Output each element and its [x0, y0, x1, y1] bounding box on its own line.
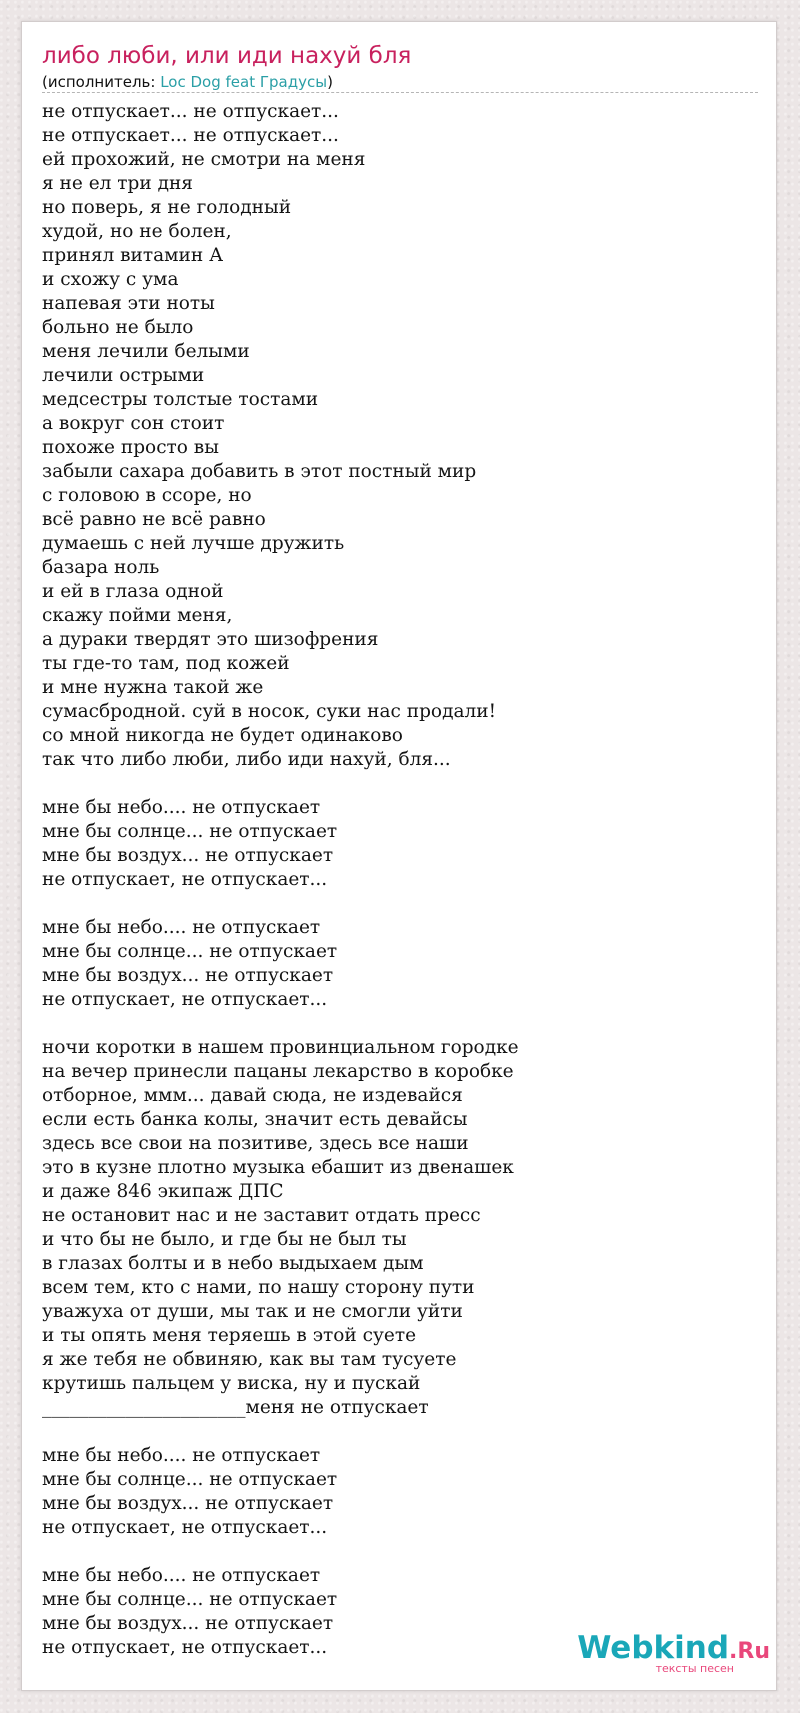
lyrics-line: мне бы воздух... не отпускает	[42, 965, 334, 986]
lyrics-line: и ты опять меня теряешь в этой суете	[42, 1325, 417, 1346]
lyrics-line: мне бы солнце... не отпускает	[42, 1589, 338, 1610]
lyrics-line: и схожу с ума	[42, 269, 179, 290]
lyrics-line: всем тем, кто с нами, по нашу сторону пути	[42, 1277, 475, 1298]
content-card	[21, 21, 777, 1691]
lyrics-line: мне бы небо.... не отпускает	[42, 1565, 321, 1586]
lyrics-line: принял витамин А	[42, 245, 224, 266]
lyrics-line: не отпускает, не отпускает...	[42, 1637, 328, 1658]
lyrics-line: не отпускает, не отпускает...	[42, 869, 328, 890]
lyrics-line: я же тебя не обвиняю, как вы там тусуете	[42, 1349, 457, 1370]
lyrics-line: но поверь, я не голодный	[42, 197, 292, 218]
lyrics-line: базара ноль	[42, 557, 160, 578]
lyrics-line: не отпускает... не отпускает...	[42, 101, 339, 122]
webkind-logo[interactable]	[570, 1630, 770, 1678]
logo-name: Webkind	[577, 1630, 730, 1666]
lyrics-line: и что бы не было, и где бы не был ты	[42, 1229, 407, 1250]
lyrics-line: напевая эти ноты	[42, 293, 215, 314]
artist-suffix: )	[327, 73, 333, 91]
lyrics-line: с головою в ссоре, но	[42, 485, 252, 506]
lyrics-line: забыли сахара добавить в этот постный мир	[42, 461, 477, 482]
lyrics-line: всё равно не всё равно	[42, 509, 266, 530]
lyrics-line: так что либо люби, либо иди нахуй, бля...	[42, 749, 451, 770]
lyrics-line: мне бы воздух... не отпускает	[42, 1493, 334, 1514]
lyrics-line: ты где-то там, под кожей	[42, 653, 290, 674]
lyrics-line: скажу пойми меня,	[42, 605, 233, 626]
lyrics-line: мне бы небо.... не отпускает	[42, 1445, 321, 1466]
lyrics-line: на вечер принесли пацаны лекарство в коробке	[42, 1061, 514, 1082]
lyrics-blank-line	[42, 1420, 758, 1444]
lyrics-line: ночи коротки в нашем провинциальном городке	[42, 1037, 519, 1058]
lyrics-line: и ей в глаза одной	[42, 581, 224, 602]
lyrics-line: здесь все свои на позитиве, здесь все наши	[42, 1133, 469, 1154]
lyrics-line: медсестры толстые тостами	[42, 389, 319, 410]
lyrics-line: не отпускает, не отпускает...	[42, 1517, 328, 1538]
lyrics-line: мне бы небо.... не отпускает	[42, 917, 321, 938]
lyrics-line: мне бы воздух... не отпускает	[42, 1613, 334, 1634]
lyrics-line: в глазах болты и в небо выдыхаем дым	[42, 1253, 424, 1274]
lyrics-line: это в кузне плотно музыка ебашит из двенашек	[42, 1157, 514, 1178]
lyrics-line: а вокруг сон стоит	[42, 413, 225, 434]
lyrics-line: ей прохожий, не смотри на меня	[42, 149, 366, 170]
lyrics-text	[42, 100, 758, 1660]
lyrics-line: если есть банка колы, значит есть девайсы	[42, 1109, 468, 1130]
lyrics-line: со мной никогда не будет одинаково	[42, 725, 403, 746]
lyrics-line: а дураки твердят это шизофрения	[42, 629, 379, 650]
logo-tld: .Ru	[729, 1639, 770, 1664]
lyrics-line: мне бы воздух... не отпускает	[42, 845, 334, 866]
lyrics-line: думаешь с ней лучше дружить	[42, 533, 345, 554]
lyrics-line: мне бы солнце... не отпускает	[42, 1469, 338, 1490]
logo-tagline: тексты песен	[655, 1662, 734, 1675]
lyrics-line: и даже 846 экипаж ДПС	[42, 1181, 284, 1202]
lyrics-line: мне бы солнце... не отпускает	[42, 941, 338, 962]
lyrics-line: не остановит нас и не заставит отдать пресс	[42, 1205, 481, 1226]
lyrics-line: больно не было	[42, 317, 194, 338]
artist-prefix: (исполнитель:	[42, 73, 161, 91]
lyrics-line: и мне нужна такой же	[42, 677, 264, 698]
lyrics-line: мне бы небо.... не отпускает	[42, 797, 321, 818]
lyrics-line: сумасбродной. суй в носок, суки нас продали!	[42, 701, 497, 722]
lyrics-blank-line	[42, 1540, 758, 1564]
lyrics-line: крутишь пальцем у виска, ну и пускай	[42, 1373, 421, 1394]
lyrics-line: меня лечили белыми	[42, 341, 250, 362]
lyrics-line: я не ел три дня	[42, 173, 193, 194]
lyrics-blank-line	[42, 1012, 758, 1036]
lyrics-blank-line	[42, 772, 758, 796]
artist-link[interactable]: Loc Dog feat Градусы	[160, 73, 328, 91]
artist-line	[42, 72, 758, 93]
lyrics-line: уважуха от души, мы так и не смогли уйти	[42, 1301, 463, 1322]
lyrics-blank-line	[42, 892, 758, 916]
lyrics-line: не отпускает, не отпускает...	[42, 989, 328, 1010]
lyrics-line: отборное, ммм... давай сюда, не издевайся	[42, 1085, 463, 1106]
lyrics-line: худой, но не болен,	[42, 221, 232, 242]
lyrics-line: не отпускает... не отпускает...	[42, 125, 339, 146]
lyrics-line: похоже просто вы	[42, 437, 219, 458]
lyrics-line: лечили острыми	[42, 365, 205, 386]
lyrics-line: мне бы солнце... не отпускает	[42, 821, 338, 842]
song-title: либо люби, или иди нахуй бля	[42, 43, 412, 69]
lyrics-line: ______________________меня не отпускает	[42, 1397, 429, 1418]
